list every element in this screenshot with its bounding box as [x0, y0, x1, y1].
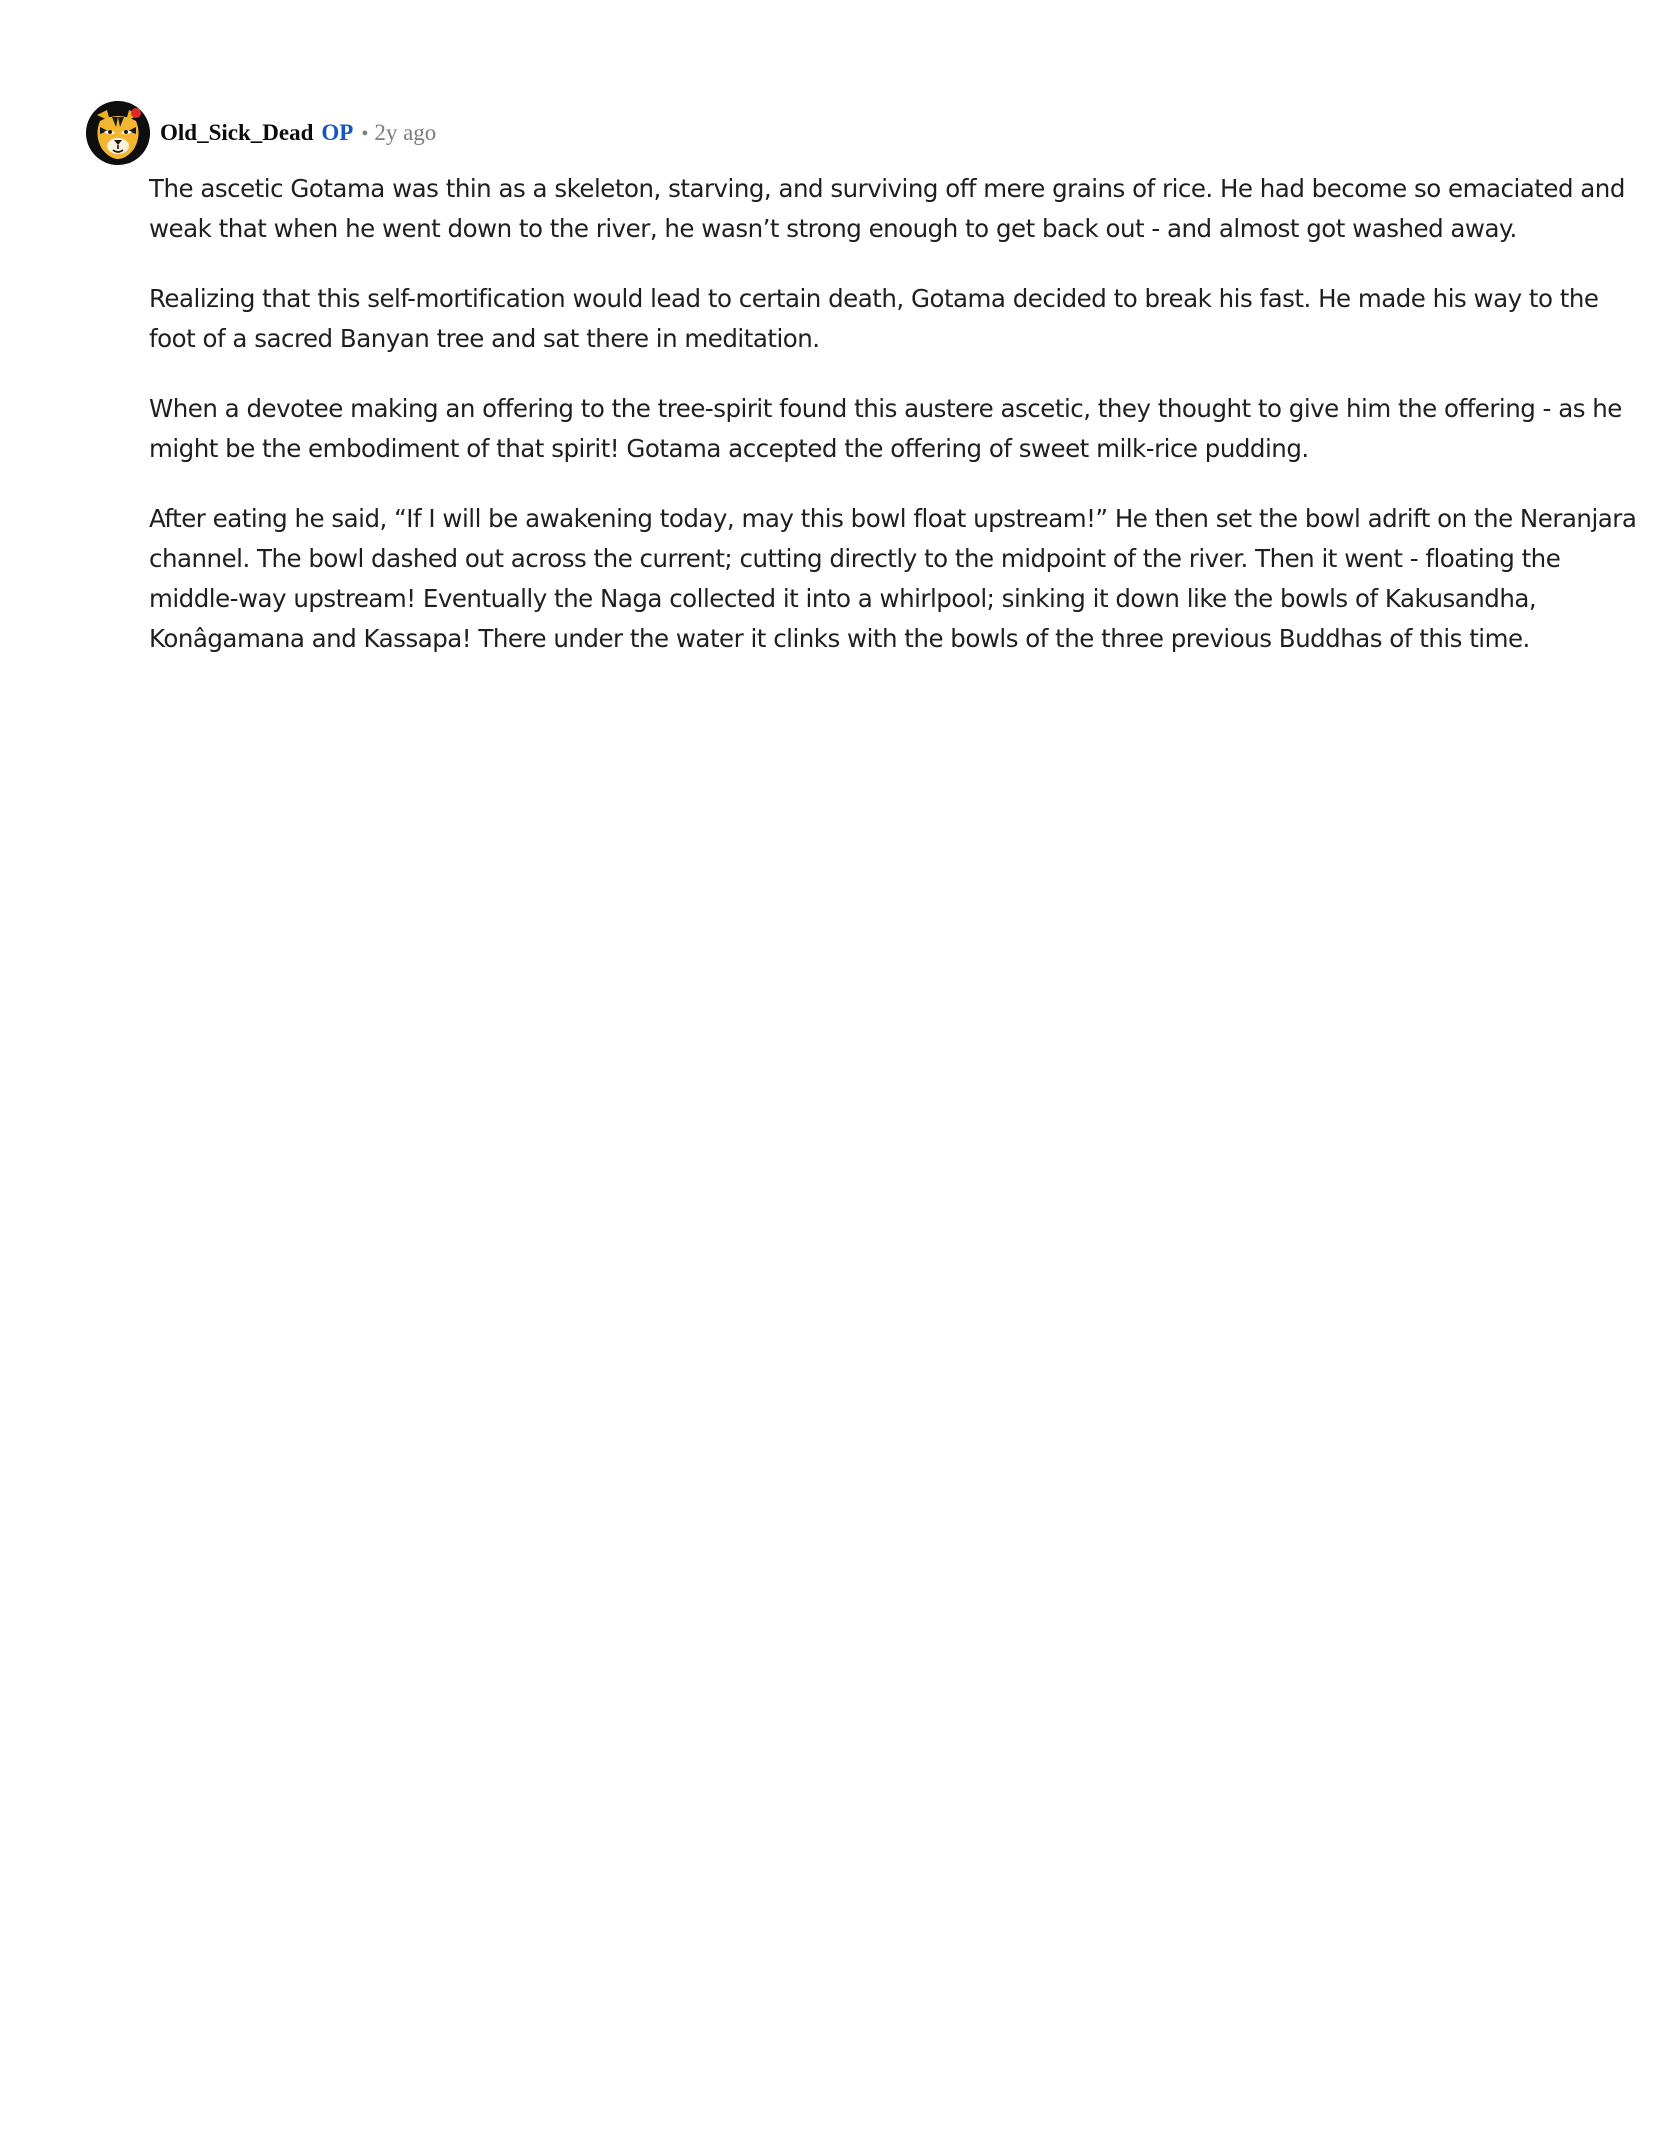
comment-paragraph: When a devotee making an offering to the tree-spirit found this austere ascetic, they thought to give him the offering - as he might be the embodiment of that spirit! Gotama accepted the offering of sweet milk-rice pudding.	[149, 394, 1622, 463]
comment-header	[86, 100, 1586, 166]
comment	[86, 100, 1637, 689]
comment-body	[149, 169, 1649, 659]
comment-timestamp[interactable]: 2y ago	[374, 120, 437, 145]
tiger-avatar-icon	[86, 101, 150, 165]
comment-paragraph: After eating he said, “If I will be awakening today, may this bowl float upstream!” He then set the bowl adrift on the Neranjara channel. The bowl dashed out across the current; cutting directly to the midpoint of the river. Then it went - floating the middle-way upstream! Eventually the Naga collected it into a whirlpool; sinking it down like the bowls of Kakusandha, Konâgamana and Kassapa! There under the water it clinks with the bowls of the three previous Buddhas of this time.	[149, 504, 1637, 653]
comment-paragraph: Realizing that this self-mortification would lead to certain death, Gotama decided to break his fast. He made his way to the foot of a sacred Banyan tree and sat there in meditation.	[149, 284, 1599, 353]
author-username[interactable]: Old_Sick_Dead	[160, 120, 314, 145]
comment-paragraph: The ascetic Gotama was thin as a skeleton, starving, and surviving off mere grains of rice. He had become so emaciated and weak that when he went down to the river, he wasn’t strong enough to get back out - and almost got washed away.	[149, 174, 1625, 243]
op-badge: OP	[321, 120, 354, 145]
avatar[interactable]	[86, 101, 150, 165]
comment-meta	[160, 120, 436, 146]
meta-separator: •	[361, 123, 369, 145]
